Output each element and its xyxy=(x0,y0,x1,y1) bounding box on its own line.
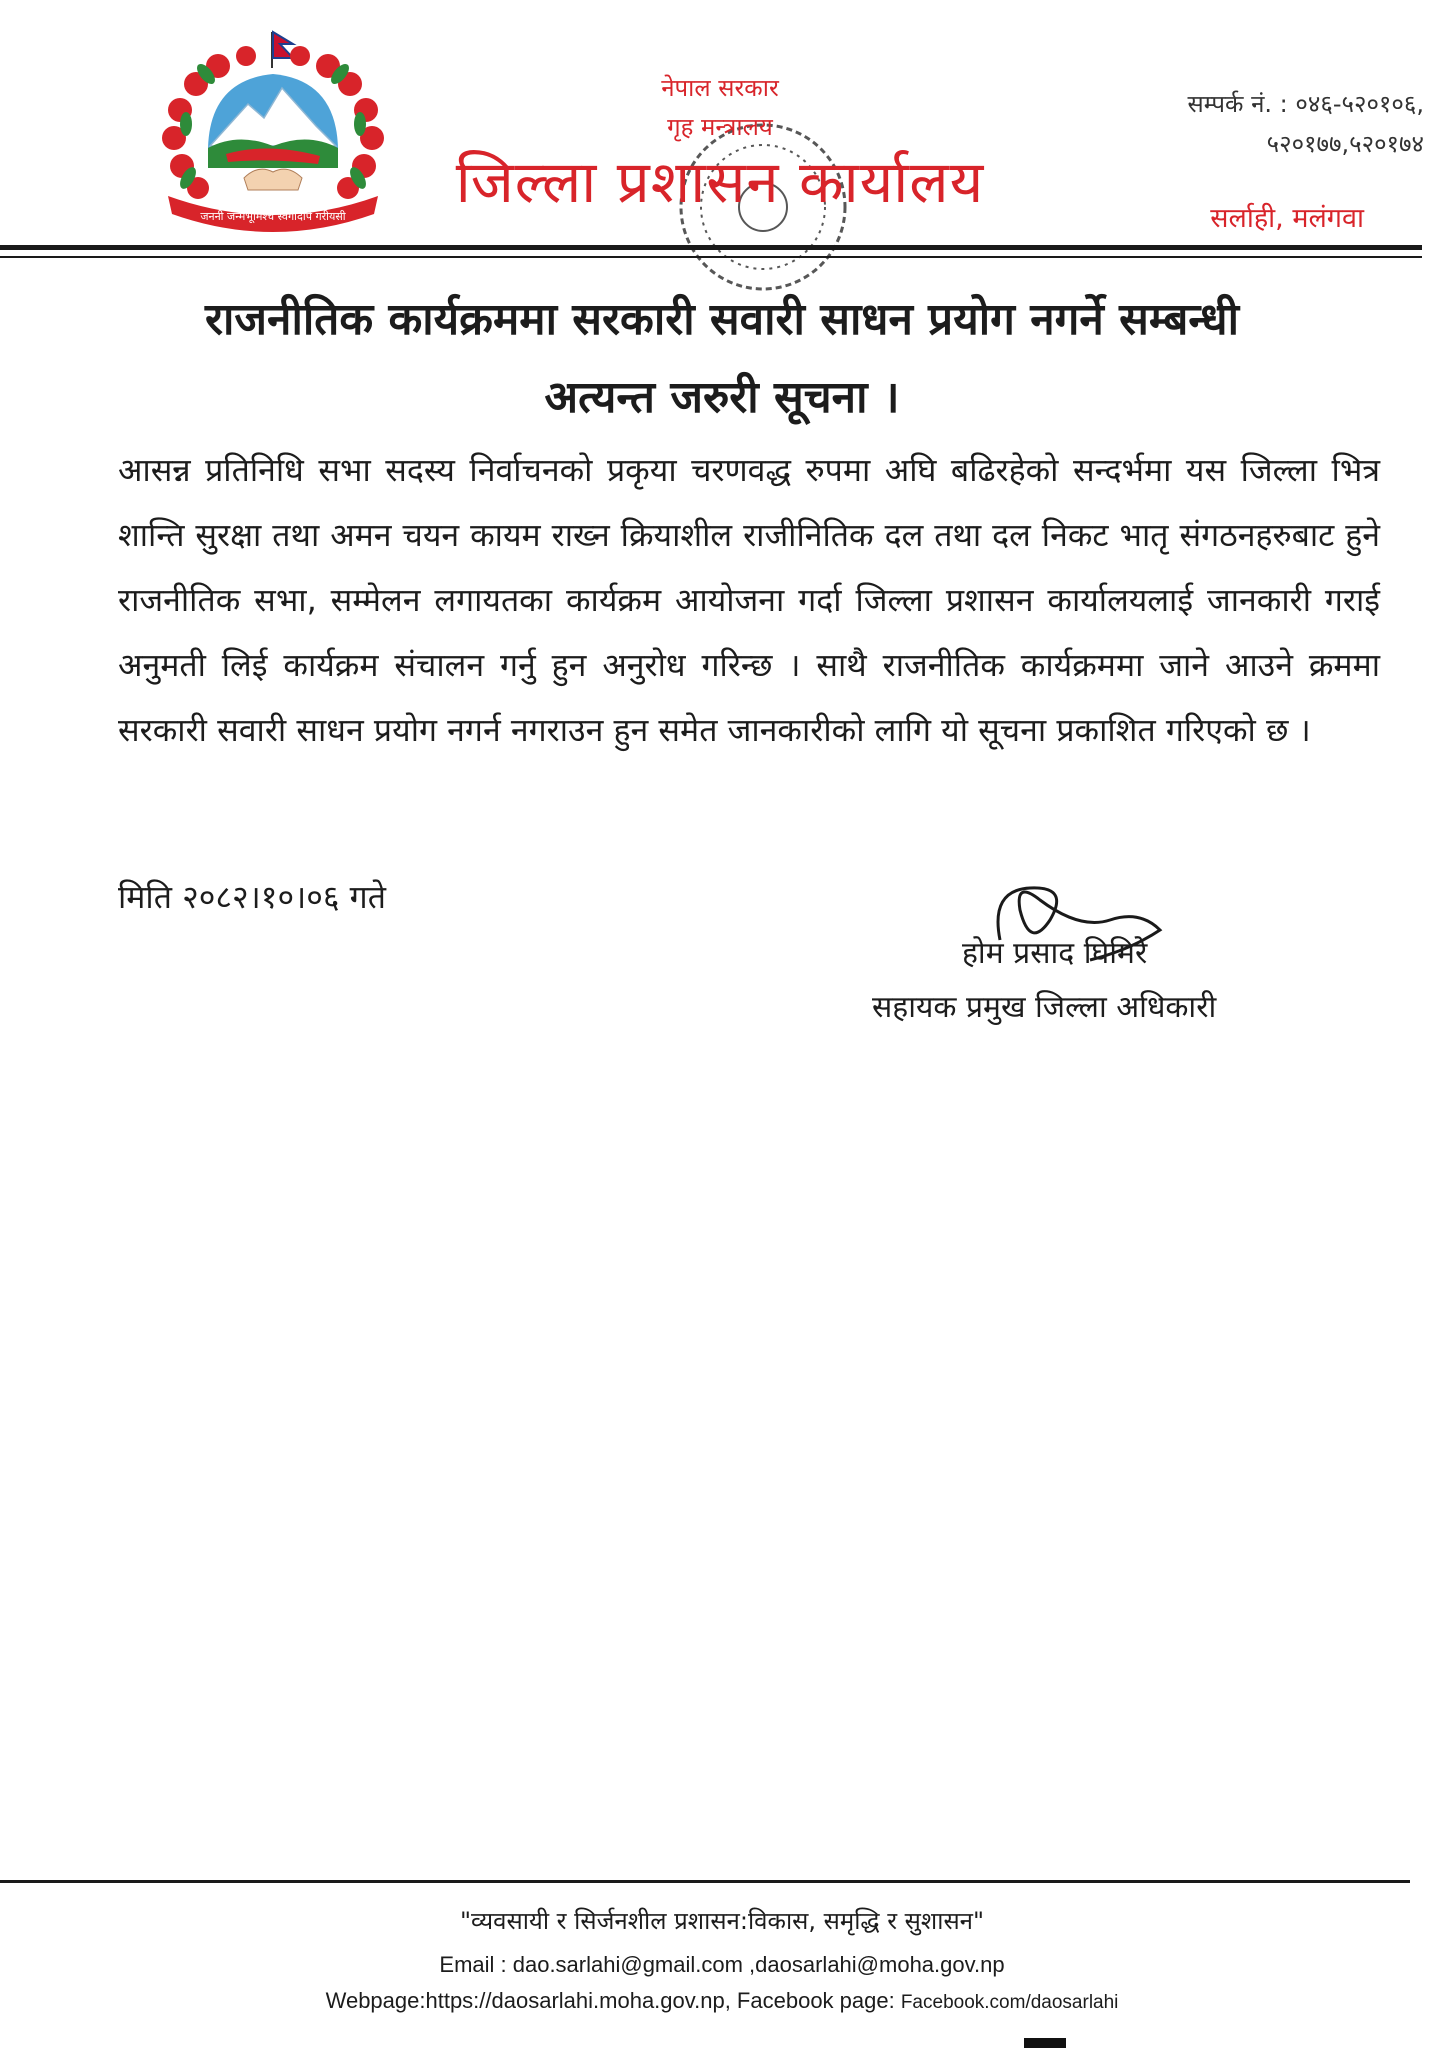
footer-facebook: Facebook.com/daosarlahi xyxy=(900,1992,1119,2013)
notice-title-line-1: राजनीतिक कार्यक्रममा सरकारी सवारी साधन प्रयोग नगर्ने सम्बन्धी xyxy=(205,294,1239,345)
header-rule-thick xyxy=(0,245,1422,250)
footer-rule xyxy=(0,1880,1410,1883)
notice-body: आसन्न प्रतिनिधि सभा सदस्य निर्वाचनको प्रकृया चरणवद्ध रुपमा अघि बढिरहेको सन्दर्भमा यस जिल्ला भित्र शान्ति सुरक्षा तथा अमन चयन कायम राख्न क्रियाशील राजीनितिक दल तथा दल निकट भातृ संगठनहरुबाट हुने राजनीतिक सभा, सम्मेलन लगायतका कार्यक्रम आयोजना गर्दा जिल्ला प्रशासन कार्यालयलाई जानकारी गराई अनुमती लिई कार्यक्रम संचालन गर्नु हुन अनुरोध गरिन्छ । साथै राजनीतिक कार्यक्रममा जाने आउने क्रममा सरकारी सवारी साधन प्रयोग नगर्न नगराउन हुन समेत जानकारीको लागि यो सूचना प्रकाशित गरिएको छ । xyxy=(118,451,1380,749)
signatory-title: सहायक प्रमुख जिल्ला अधिकारी xyxy=(872,990,1217,1025)
signatory-name: होम प्रसाद घिमिरे xyxy=(962,936,1148,971)
notice-date: मिति २०८२।१०।०६ गते xyxy=(118,878,386,916)
contact-line-1: सम्पर्क नं. : ०४६-५२०१०६, xyxy=(1187,90,1424,118)
footer-motto: "व्यवसायी र सिर्जनशील प्रशासन:विकास, समृद्धि र सुशासन" xyxy=(459,1907,985,1935)
header-rule-thin xyxy=(0,256,1422,258)
contact-numbers xyxy=(1064,84,1424,164)
footer-webpage: Webpage:https://daosarlahi.moha.gov.np, Facebook page: xyxy=(325,1988,901,2013)
office-location: सर्लाही, मलंगवा xyxy=(1210,203,1364,234)
government-label: नेपाल सरकार xyxy=(661,74,779,102)
contact-line-2: ५२०१७७,५२०१७४ xyxy=(1266,130,1424,158)
office-name: जिल्ला प्रशासन कार्यालय xyxy=(455,148,985,216)
notice-title-line-2: अत्यन्त जरुरी सूचना । xyxy=(544,372,900,423)
header-center xyxy=(430,72,1010,218)
emblem-motto: जननी जन्मभूमिश्च स्वर्गादपि गरीयसी xyxy=(200,210,346,223)
footer-web xyxy=(0,1986,1444,2018)
ministry-label: गृह मन्त्रालय xyxy=(667,113,773,141)
corner-mark xyxy=(1024,2038,1066,2048)
nepal-emblem-icon xyxy=(148,28,398,243)
footer-email: Email : dao.sarlahi@gmail.com ,daosarlahi@moha.gov.np xyxy=(439,1952,1005,1977)
